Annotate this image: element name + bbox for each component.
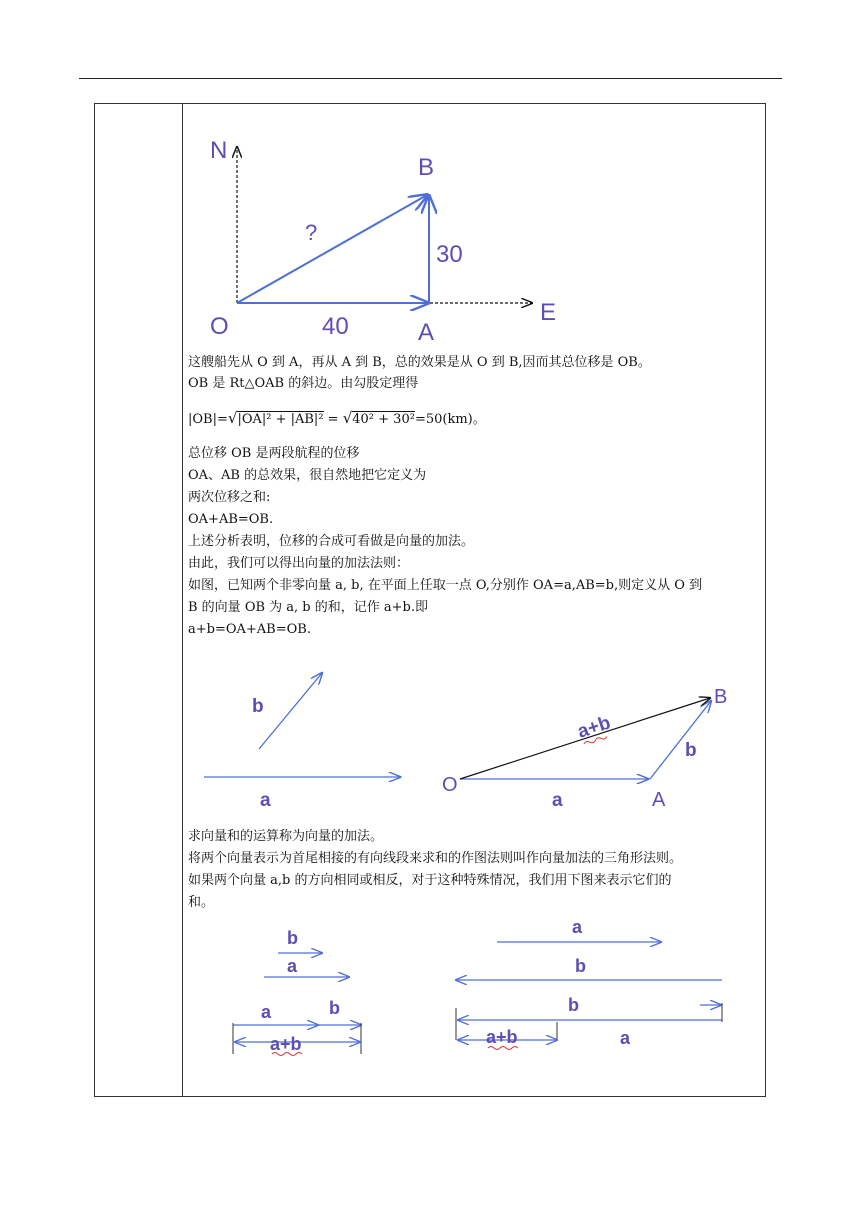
text-line: a+b=OA+AB=OB. — [188, 622, 311, 637]
left-sum-label-a: a — [261, 1002, 272, 1022]
label-b: B — [714, 686, 728, 708]
label-a: A — [418, 319, 435, 346]
formula-suffix: =50(km)。 — [414, 412, 486, 427]
text-line: 求向量和的运算称为向量的加法。 — [188, 829, 384, 844]
text-line: 总位移 OB 是两段航程的位移 — [188, 446, 360, 461]
text-line: 由此，我们可以得出向量的加法法则： — [188, 556, 410, 571]
right-sum-label-b: b — [568, 995, 579, 1015]
right-label-b: b — [575, 956, 586, 976]
label-n: N — [210, 137, 228, 164]
label-question: ? — [305, 220, 318, 245]
left-label-a-plus-b: a+b — [270, 1034, 302, 1054]
label-e: E — [540, 299, 557, 326]
right-label-a2: a — [620, 1028, 631, 1048]
sqrt-sign: √ — [342, 409, 353, 427]
left-label-b: b — [287, 928, 298, 948]
label-30: 30 — [436, 241, 463, 268]
text-line: 和。 — [188, 895, 215, 910]
formula-eq: = — [323, 412, 343, 427]
label-vec-a: a — [552, 790, 563, 811]
radicand-2: 40² + 30² — [352, 412, 415, 427]
squiggle-underline — [272, 1053, 302, 1056]
label-b: B — [418, 154, 435, 181]
text-line: 将两个向量表示为首尾相接的有向线段来求和的作图法则叫作向量加法的三角形法则。 — [188, 851, 683, 866]
label-o: O — [210, 313, 229, 340]
text-line: OA、AB 的总效果，很自然地把它定义为 — [188, 468, 427, 483]
left-sum-label-b: b — [329, 998, 340, 1018]
squiggle-underline — [488, 1047, 518, 1050]
label-a: A — [652, 789, 666, 811]
free-label-a: a — [260, 790, 271, 811]
text-line: OB 是 Rt△OAB 的斜边。由勾股定理得 — [188, 376, 419, 391]
label-40: 40 — [322, 313, 349, 340]
right-label-a: a — [572, 917, 583, 937]
text-line: 上述分析表明，位移的合成可看做是向量的加法。 — [188, 534, 475, 549]
text-line: 这艘船先从 O 到 A，再从 A 到 B，总的效果是从 O 到 B,因而其总位移是 OB。 — [188, 355, 651, 370]
right-label-a-plus-b: a+b — [486, 1027, 518, 1047]
formula-prefix: |OB|= — [188, 412, 228, 427]
text-line: B 的向量 OB 为 a, b 的和，记作 a+b.即 — [188, 600, 428, 615]
radicand-1: |OA|² + |AB|² — [237, 412, 324, 427]
text-line: 如图，已知两个非零向量 a, b, 在平面上任取一点 O,分别作 OA=a,AB=b,则定义从 O 到 — [188, 578, 703, 593]
free-label-b: b — [252, 696, 264, 717]
text-line: 两次位移之和: — [188, 490, 271, 505]
label-vec-b: b — [685, 740, 697, 761]
sqrt-sign: √ — [227, 409, 238, 427]
left-label-a: a — [287, 956, 298, 976]
text-line: 如果两个向量 a,b 的方向相同或相反，对于这种特殊情况，我们用下图来表示它们的 — [188, 873, 672, 888]
text-line: OA+AB=OB. — [188, 512, 274, 527]
label-o: O — [442, 774, 458, 796]
label-a-plus-b: a+b — [575, 712, 614, 743]
